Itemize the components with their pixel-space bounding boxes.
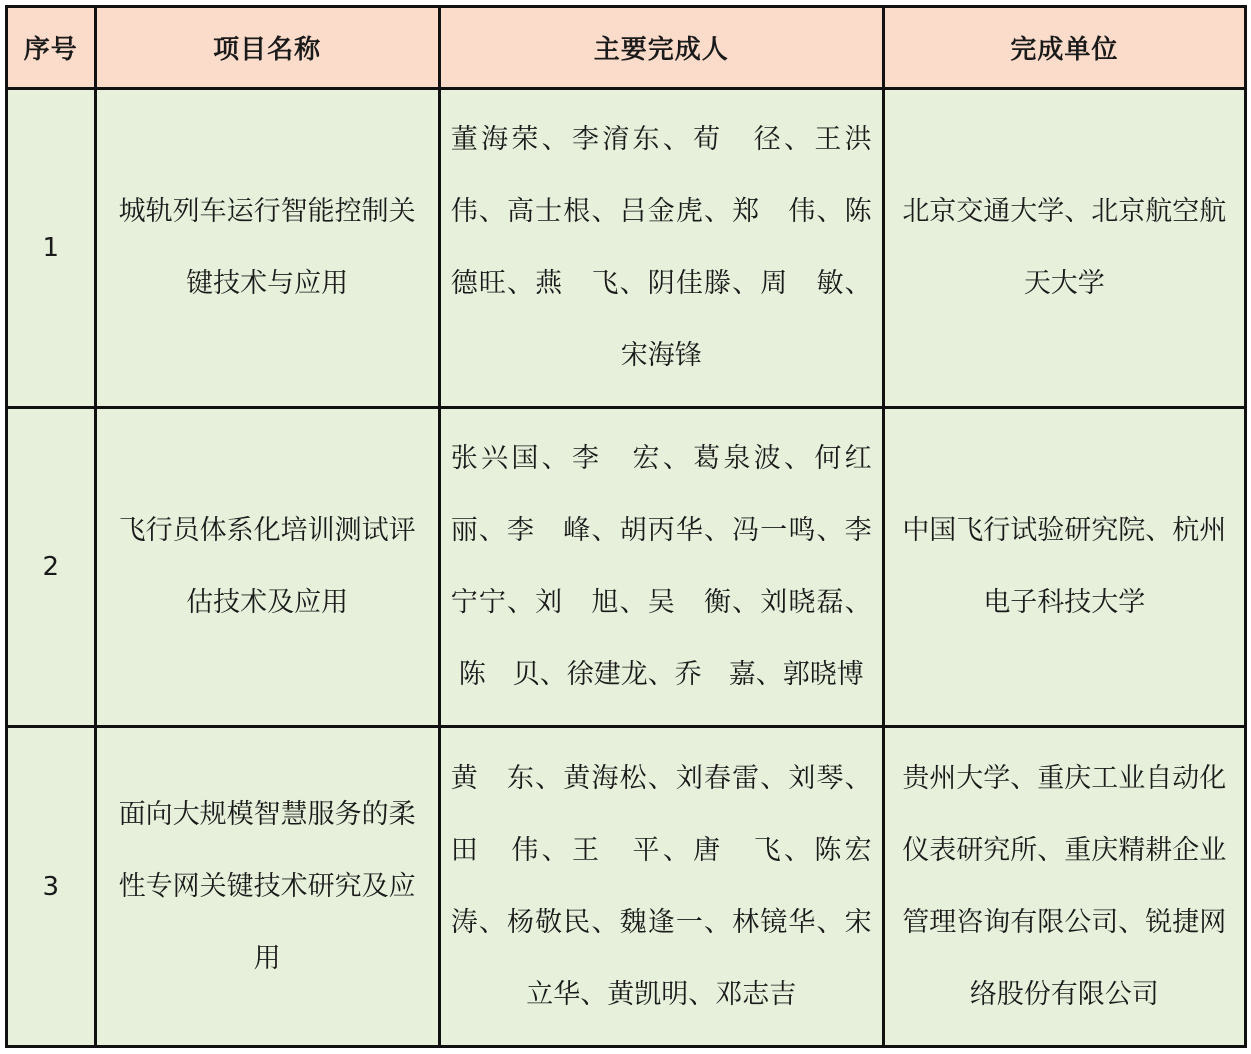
header-completing-unit: 完成单位 <box>883 7 1245 89</box>
row-index: 1 <box>42 233 60 263</box>
row-index: 3 <box>42 871 60 902</box>
table-row <box>7 408 1246 727</box>
project-name-cell <box>95 727 439 1047</box>
project-name: 城轨列车运行智能控制关键技术与应用 <box>118 196 416 299</box>
project-name: 面向大规模智慧服务的柔性专网关键技术研究及应用 <box>118 798 416 974</box>
row-index-cell <box>7 408 96 727</box>
table-header <box>7 7 1246 89</box>
contributors-cell <box>439 727 883 1047</box>
header-project-name: 项目名称 <box>95 7 439 89</box>
row-index: 2 <box>42 552 60 582</box>
project-name: 飞行员体系化培训测试评估技术及应用 <box>118 515 416 618</box>
project-name-cell <box>95 89 439 408</box>
row-index-cell <box>7 89 96 408</box>
completing-unit: 贵州大学、重庆工业自动化仪表研究所、重庆精耕企业管理咨询有限公司、锐捷网络股份有限公司 <box>902 762 1227 1010</box>
unit-cell <box>883 89 1245 408</box>
award-table <box>5 5 1247 1048</box>
row-index-cell <box>7 727 96 1047</box>
header-main-contributors: 主要完成人 <box>439 7 883 89</box>
table-body <box>7 89 1246 1047</box>
contributors-cell <box>439 89 883 408</box>
header-index: 序号 <box>7 7 96 89</box>
table-row <box>7 89 1246 408</box>
unit-cell <box>883 408 1245 727</box>
contributors: 黄 东、黄海松、刘春雷、刘琴、田 伟、王 平、唐 飞、陈宏涛、杨敬民、魏逢一、林镜华、宋立华、黄凯明、邓志吉 <box>450 762 872 1010</box>
completing-unit: 中国飞行试验研究院、杭州电子科技大学 <box>902 515 1227 618</box>
completing-unit: 北京交通大学、北京航空航天大学 <box>902 196 1227 299</box>
unit-cell <box>883 727 1245 1047</box>
contributors-cell <box>439 408 883 727</box>
table-row <box>7 727 1246 1047</box>
header-row <box>7 7 1246 89</box>
project-name-cell <box>95 408 439 727</box>
contributors: 董海荣、李淯东、荀 径、王洪伟、高士根、吕金虎、郑 伟、陈德旺、燕 飞、阴佳滕、周 敏、宋海锋 <box>450 124 872 371</box>
contributors: 张兴国、李 宏、葛泉波、何红丽、李 峰、胡丙华、冯一鸣、李宁宁、刘 旭、吴 衡、刘晓磊、陈 贝、徐建龙、乔 嘉、郭晓博 <box>450 443 872 690</box>
